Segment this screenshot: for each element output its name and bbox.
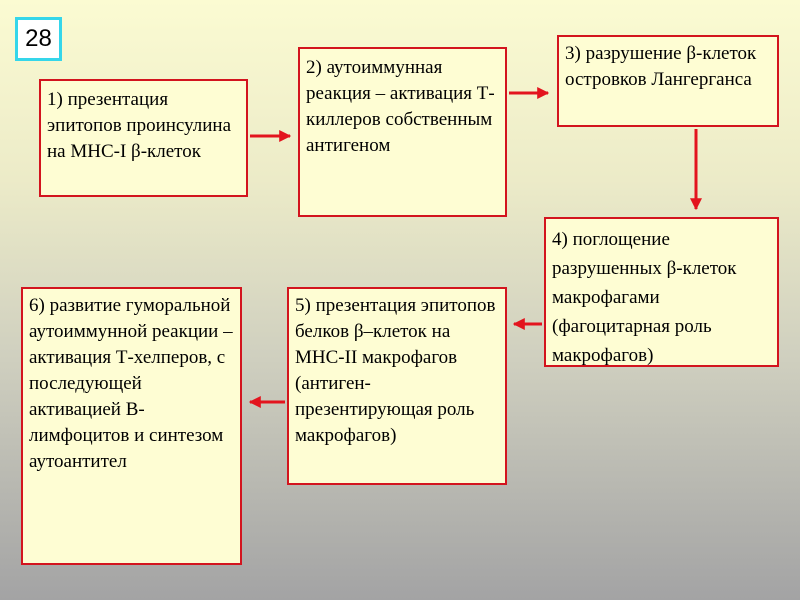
step-6-text: 6) развитие гуморальной аутоиммунной реакции – активация Т-хелперов, с последующей активацией В-лимфоцитов и синтезом аутоантител [29,295,233,472]
step-2-text: 2) аутоиммунная реакция – активация Т-киллеров собственным антигеном [306,57,495,156]
step-1-text: 1) презентация эпитопов проинсулина на МНС-I β-клеток [47,89,232,162]
step-5-text: 5) презентация эпитопов белков β–клеток на МНС-II макрофагов (антиген-презентирующая роль макрофагов) [295,295,496,446]
step-3-text: 3) разрушение β-клеток островков Лангерганса [565,43,757,90]
slide-number: 28 [15,17,62,61]
step-4-text: 4) поглощение разрушенных β-клеток макрофагами (фагоцитарная роль макрофагов) [552,229,737,366]
